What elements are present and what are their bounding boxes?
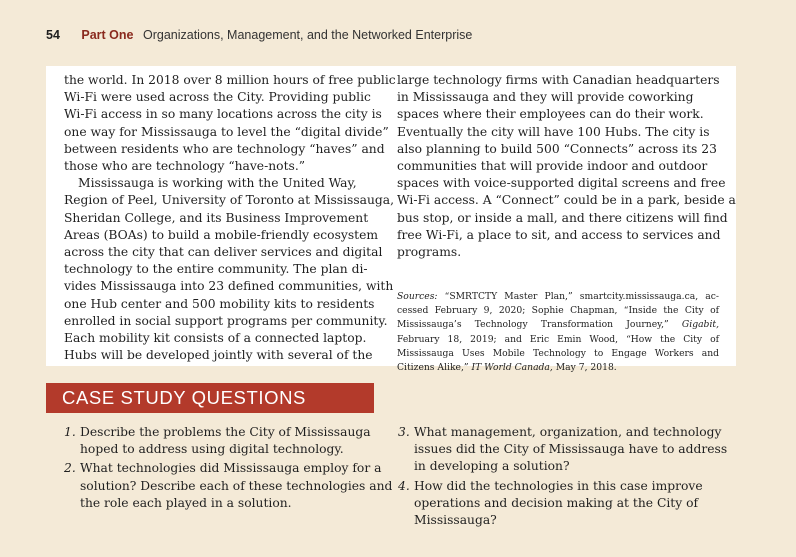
case-study-questions-heading: CASE STUDY QUESTIONS [62,387,306,408]
question-text-line: in developing a solution? [414,459,570,474]
part-subtitle: Organizations, Management, and the Networked Enterprise [142,28,473,42]
sources-citation [397,290,719,375]
questions-right-column [398,424,728,529]
body-text-line: Wi-Fi access. A “Connect” could be in a park, beside a [397,193,736,208]
body-text-line: one way for Mississauga to level the “digital divide” [64,124,389,139]
body-text-line: technology to the entire community. The plan di- [64,262,368,277]
question-text-line: hoped to address using digital technology. [80,442,344,457]
case-study-questions-banner [46,383,374,413]
body-text-line: spaces with voice-supported digital screens and free [397,176,726,191]
body-text-line: Wi-Fi were used across the City. Providing public [64,90,371,105]
body-text-line: Region of Peel, University of Toronto at Mississauga, [64,193,395,208]
sources-line: cessed February 9, 2020; Sophie Chapman, “Inside the City of [397,305,719,317]
body-text-line: Mississauga is working with the United Way, [78,176,357,191]
question-text-line: issues did the City of Mississauga have to address [414,442,728,457]
body-text-line: programs. [397,245,462,260]
question-text-line: What technologies did Mississauga employ for a [80,461,382,476]
sources-line: Sources: “SMRTCTY Master Plan,” smartcity.mississauga.ca, ac- [397,291,719,302]
body-text-line: spaces where their employees can do their work. [397,107,704,122]
body-text-line: across the city that can deliver services and digital [64,245,383,260]
sources-line: Mississauga Uses Mobile Technology to Engage Workers and [397,347,719,359]
case-study-question [398,424,728,476]
question-text-line: solution? Describe each of these technologies and [80,478,393,493]
body-text-line: Wi-Fi access in so many locations across the city is [64,107,382,122]
body-text-line: communities that will provide indoor and outdoor [397,159,708,174]
case-study-question [64,460,393,512]
body-text-line: free Wi-Fi, a place to sit, and access to services and [397,227,721,242]
question-text-line: How did the technologies in this case improve [414,478,703,493]
body-text-line: Areas (BOAs) to build a mobile-friendly ecosystem [64,227,379,242]
question-text-line: What management, organization, and technology [414,425,722,439]
body-text-line: between residents who are technology “haves” and [64,141,385,156]
body-text-line: bus stop, or inside a mall, and there citizens will find [397,210,728,225]
body-text-line: Hubs will be developed jointly with several of the [64,348,373,363]
body-text-line: the world. In 2018 over 8 million hours of free public [64,73,396,87]
question-text-line: operations and decision making at the City of [414,495,699,510]
body-text-line: one Hub center and 500 mobility kits to residents [64,296,375,311]
question-text-line: Describe the problems the City of Mississauga [80,425,371,439]
page-number: 54 [46,28,60,42]
body-text-line: enrolled in social support programs per community. [64,313,388,328]
body-text-line: vides Mississauga into 23 defined communities, with [64,279,394,294]
body-text-line: Eventually the city will have 100 Hubs. The city is [397,124,710,139]
body-text-line: also planning to build 500 “Connects” across its 23 [397,141,717,156]
body-text-line: those who are technology “have-nots.” [64,159,306,174]
sources-line: Citizens Alike,” IT World Canada, May 7, 2018. [397,362,617,374]
question-text-line: the role each played in a solution. [80,495,292,510]
right-text-column [397,72,736,261]
body-text-line: in Mississauga and they will provide coworking [397,90,694,105]
body-text-line: Sheridan College, and its Business Improvement [64,210,369,225]
running-header [46,28,472,42]
case-study-question [64,424,384,458]
case-study-question [398,478,728,530]
question-text-line: Mississauga? [414,513,497,528]
body-text-line: large technology firms with Canadian headquarters [397,73,720,87]
question-number: 3. [398,425,410,439]
part-label: Part One [81,28,134,42]
question-number: 4. [398,478,410,493]
questions-left-column [64,424,393,512]
question-number: 2. [64,461,76,476]
left-text-column [64,72,396,364]
sources-line: February 18, 2019; and Eric Emin Wood, “How the City of [397,333,719,345]
body-text-line: Each mobility kit consists of a connected laptop. [64,331,367,346]
question-number: 1. [64,425,76,439]
sources-line: Mississauga’s Technology Transformation Journey,” Gigabit, [397,319,719,331]
